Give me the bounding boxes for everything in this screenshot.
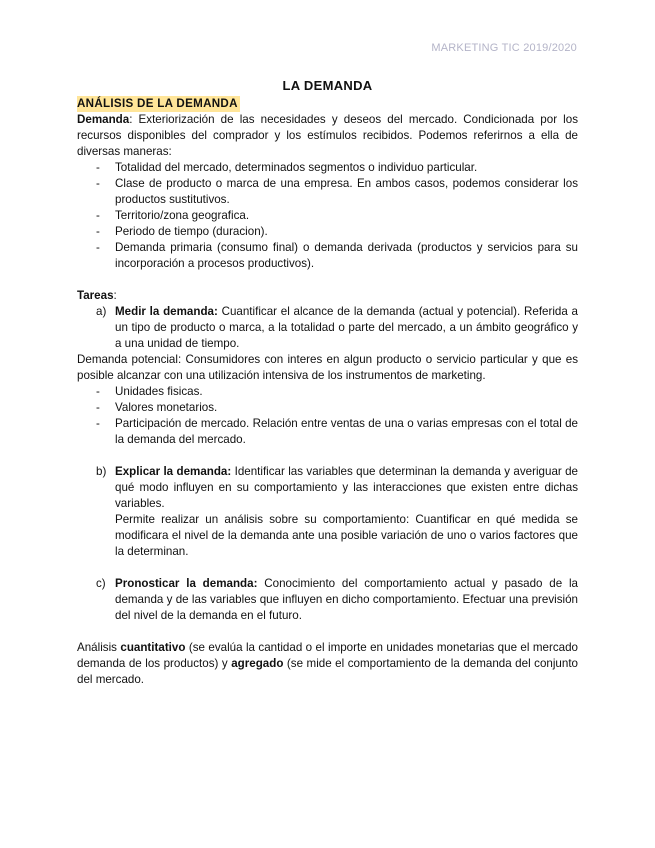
tarea-text: Cuantificar el alcance de la demanda (actual y potencial). Referida a un tipo de producto o marca, a la totalidad o parte del mercado, a un ámbito geográfico y a una unidad de tiempo. — [115, 305, 579, 350]
tarea-pronosticar — [77, 576, 578, 624]
tarea-explicar — [77, 464, 578, 512]
tareas-list-c — [77, 576, 578, 624]
list-item: - Valores monetarios. — [77, 400, 578, 416]
demanda-potencial: Demanda potencial: Consumidores con interes en algun producto o servicio particular y que es posible alcanzar con una utilización intensiva de los instrumentos de marketing. — [77, 353, 578, 382]
tarea-term: Medir la demanda: — [115, 305, 218, 318]
demanda-text: : Exteriorización de las necesidades y deseos del mercado. Condicionada por los recursos disponibles del comprador y los estímulos recibidos. Podemos referirnos a ella de diversas maneras: — [77, 113, 578, 158]
page-header: MARKETING TIC 2019/2020 — [431, 42, 577, 54]
list-marker: b) — [96, 465, 107, 478]
analisis-bold-agregado: agregado — [231, 657, 284, 670]
tarea-term: Explicar la demanda: — [115, 465, 232, 478]
list-item: - Demanda primaria (consumo final) o demanda derivada (productos y servicios para su incorporación a procesos productivos). — [77, 240, 578, 272]
tarea-medir — [77, 304, 578, 352]
analisis-text: Análisis — [77, 641, 121, 654]
list-marker: a) — [96, 305, 107, 318]
demanda-list — [77, 160, 578, 272]
page-title: LA DEMANDA — [282, 78, 373, 93]
document-body — [77, 78, 578, 688]
tareas-colon: : — [113, 289, 117, 302]
demanda-definition — [77, 112, 578, 160]
tarea-term: Pronosticar la demanda: — [115, 577, 258, 590]
demanda-term: Demanda — [77, 113, 130, 126]
analisis-bold-cuantitativo: cuantitativo — [120, 641, 186, 654]
tareas-list-b — [77, 464, 578, 560]
list-item: - Clase de producto o marca de una empresa. En ambos casos, podemos considerar los productos sustitutivos. — [77, 176, 578, 208]
list-item: - Unidades fisicas. — [77, 384, 578, 400]
potencial-list — [77, 384, 578, 448]
analisis-paragraph — [77, 640, 578, 688]
list-item: - Territorio/zona geografica. — [77, 208, 578, 224]
section-heading: ANÁLISIS DE LA DEMANDA — [77, 97, 238, 110]
tareas-label: Tareas — [77, 289, 114, 302]
tarea-text: Conocimiento del comportamiento actual y pasado de la demanda y de las variables que influyen en dicho comportamiento. Efectuar una previsión del nivel de la demanda en el futuro. — [115, 577, 578, 622]
tareas-heading — [77, 288, 578, 304]
tareas-list-a — [77, 304, 578, 352]
tarea-text: Identificar las variables que determinan la demanda y averiguar de qué modo influyen en su comportamiento y las interacciones que existen entre dichas variables. — [115, 465, 578, 510]
list-item: - Totalidad del mercado, determinados segmentos o individuo particular. — [77, 160, 578, 176]
list-item: - Periodo de tiempo (duracion). — [77, 224, 578, 240]
analisis-text: (se mide el comportamiento de la demanda del conjunto del mercado. — [77, 657, 578, 686]
list-item: - Participación de mercado. Relación entre ventas de una o varias empresas con el total de la demanda del mercado. — [77, 416, 578, 448]
list-marker: c) — [96, 577, 106, 590]
analisis-text: (se evalúa la cantidad o el importe en unidades monetarias que el mercado demanda de los productos) y — [77, 641, 578, 670]
tarea-explicar-cont: Permite realizar un análisis sobre su comportamiento: Cuantificar en qué medida se modificara el nivel de la demanda ante una posible variación de uno o varios factores que la determinan. — [115, 513, 578, 558]
